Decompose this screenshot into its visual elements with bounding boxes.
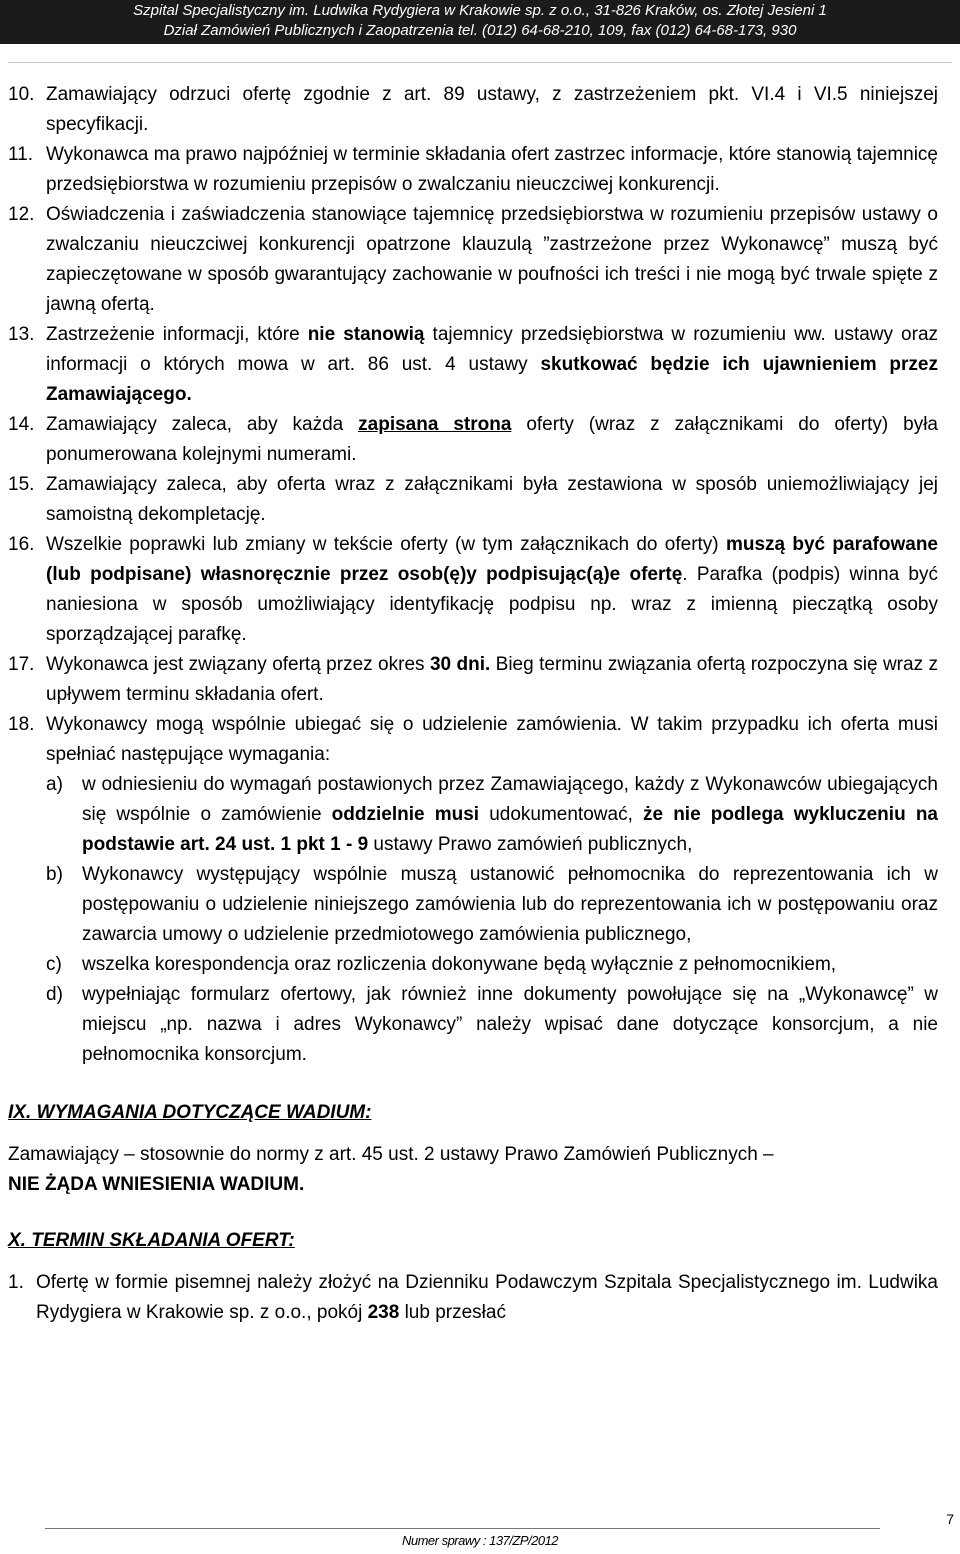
bold-text: 30 dni. [429, 654, 491, 675]
item-number: 11. [8, 144, 34, 165]
text-run: oferty (wraz z załącznikami do oferty) była ponumerowana kolejnymi numerami. [46, 414, 938, 465]
item-text: Wykonawcy mogą wspólnie ubiegać się o udzielenie zamówienia. W takim przypadku ich oferta musi spełniać następujące wymagania: [46, 714, 938, 765]
sub-item-text [82, 774, 938, 855]
list-item-14 [8, 410, 938, 470]
bold-text: nie stanowią [307, 324, 425, 345]
item-text: Wykonawca ma prawo najpóźniej w terminie składania ofert zastrzec informacje, które stanowią tajemnicę przedsiębiorstwa w rozumieniu przepisów o zwalczaniu nieuczciwej konkurencji. [46, 144, 938, 195]
text-run: tajemnicy przedsiębiorstwa w rozumieniu ww. ustawy oraz informacji o których mowa w art. 86 ust. 4 ustawy [46, 324, 939, 375]
text-run: Zastrzeżenie informacji, które [46, 324, 308, 345]
item-number: 1. [8, 1272, 24, 1293]
text-run: . Parafka (podpis) winna być naniesiona w sposób umożliwiający identyfikację podpisu np. wraz z imienną pieczątką osoby sporządzającej parafkę. [46, 564, 938, 645]
page-header [0, 0, 960, 44]
list-item-16 [8, 530, 938, 650]
sub-item-c [46, 950, 938, 980]
header-address: Szpital Specjalistyczny im. Ludwika Rydygiera w Krakowie sp. z o.o., 31-826 Kraków, os. Złotej Jesieni 1 [133, 2, 827, 19]
item-text [46, 654, 938, 705]
text-run: w odniesieniu do wymagań postawionych przez Zamawiającego, każdy z Wykonawców ubiegających się wspólnie o zamówienie [82, 774, 938, 825]
list-item-15 [8, 470, 938, 530]
section-heading-termin: X. TERMIN SKŁADANIA OFERT: [8, 1230, 295, 1251]
header-department-contact: Dział Zamówień Publicznych i Zaopatrzenia tel. (012) 64-68-210, 109, fax (012) 64-68-173, 930 [163, 22, 797, 39]
bold-text: skutkować będzie ich ujawnieniem przez Zamawiającego. [46, 354, 938, 405]
sub-item-letter: c) [46, 954, 62, 975]
sub-item-letter: d) [46, 984, 63, 1005]
sub-item-b [46, 860, 938, 950]
item-text: Oświadczenia i zaświadczenia stanowiące tajemnicę przedsiębiorstwa w rozumieniu przepisów ustawy o zwalczaniu nieuczciwej konkurencji opatrzone klauzulą ”zastrzeżone przez Wykonawcę” muszą być zapieczętowane w sposób gwarantujący zachowanie w poufności ich treści i nie mogą być trwale spięte z jawną ofertą. [46, 204, 938, 315]
item-number: 13. [8, 324, 35, 345]
text-run: lub przesłać [399, 1302, 506, 1323]
item-text [46, 534, 938, 645]
list-item-11 [8, 140, 938, 200]
item-number: 14. [8, 414, 35, 435]
wadium-bold-statement: NIE ŻĄDA WNIESIENIA WADIUM. [8, 1174, 305, 1195]
footer-divider [45, 1528, 880, 1529]
underlined-text: zapisana strona [358, 414, 512, 435]
item-text: Zamawiający odrzuci ofertę zgodnie z art. 89 ustawy, z zastrzeżeniem pkt. VI.4 i VI.5 niniejszej specyfikacji. [46, 84, 938, 135]
text-run: Zamawiający zaleca, aby każda [46, 414, 359, 435]
sub-item-letter: a) [46, 774, 63, 795]
list-item-12 [8, 200, 938, 320]
text-run: Wykonawca jest związany ofertą przez okres [46, 654, 430, 675]
item-number: 10. [8, 84, 35, 105]
text-run: Wszelkie poprawki lub zmiany w tekście oferty (w tym załącznikach do oferty) [46, 534, 726, 555]
sub-item-a [46, 770, 938, 860]
bold-text: oddzielnie musi [331, 804, 480, 825]
page-number: 7 [946, 1511, 954, 1527]
sub-item-letter: b) [46, 864, 63, 885]
sub-item-text: wypełniając formularz ofertowy, jak również inne dokumenty powołujące się na „Wykonawcę” w miejscu „np. nazwa i adres Wykonawcy” należy wpisać dane dotyczące konsorcjum, a nie pełnomocnika konsorcjum. [82, 984, 938, 1065]
bold-text: muszą być parafowane (lub podpisane) własnoręcznie przez osob(ę)y podpisując(ą)e ofertę [46, 534, 938, 585]
text-run: ustawy Prawo zamówień publicznych, [368, 834, 693, 855]
wadium-text: Zamawiający – stosownie do normy z art. 45 ust. 2 ustawy Prawo Zamówień Publicznych – [8, 1144, 774, 1165]
sub-item-text: Wykonawcy występujący wspólnie muszą ustanowić pełnomocnika do reprezentowania ich w postępowaniu o udzielenie niniejszego zamówienia lub do reprezentowania ich w postępowaniu oraz zawarcia umowy o udzielenie przedmiotowego zamówienia publicznego, [82, 864, 938, 945]
sub-item-d [46, 980, 938, 1070]
termin-item-1 [8, 1268, 938, 1328]
case-number: Numer sprawy : 137/ZP/2012 [401, 1533, 559, 1548]
list-item-13 [8, 320, 938, 410]
wadium-paragraph [8, 1140, 938, 1200]
bold-text: 238 [367, 1302, 400, 1323]
section-heading-wadium: IX. WYMAGANIA DOTYCZĄCE WADIUM: [8, 1102, 372, 1123]
list-item-10 [8, 80, 938, 140]
item-number: 17. [8, 654, 35, 675]
sub-item-text: wszelka korespondencja oraz rozliczenia dokonywane będą wyłącznie z pełnomocnikiem, [82, 954, 837, 975]
bold-text: że nie podlega wykluczeniu na podstawie art. 24 ust. 1 pkt 1 - 9 [82, 804, 938, 855]
text-run: udokumentować, [479, 804, 643, 825]
list-item-18 [8, 710, 938, 1070]
item-number: 16. [8, 534, 35, 555]
item-number: 18. [8, 714, 35, 735]
item-text [36, 1272, 938, 1323]
item-number: 15. [8, 474, 35, 495]
item-text [46, 324, 938, 405]
text-run: Ofertę w formie pisemnej należy złożyć na Dzienniku Podawczym Szpitala Specjalistycznego im. Ludwika Rydygiera w Krakowie sp. z o.o., pokój [36, 1272, 938, 1323]
item-number: 12. [8, 204, 35, 225]
item-text [46, 414, 938, 465]
text-run: Bieg terminu związania ofertą rozpoczyna się wraz z upływem terminu składania ofert. [46, 654, 938, 705]
document-body [8, 80, 938, 1328]
list-item-17 [8, 650, 938, 710]
header-divider [8, 62, 952, 63]
item-text: Zamawiający zaleca, aby oferta wraz z załącznikami była zestawiona w sposób uniemożliwiający jej samoistną dekompletację. [46, 474, 938, 525]
